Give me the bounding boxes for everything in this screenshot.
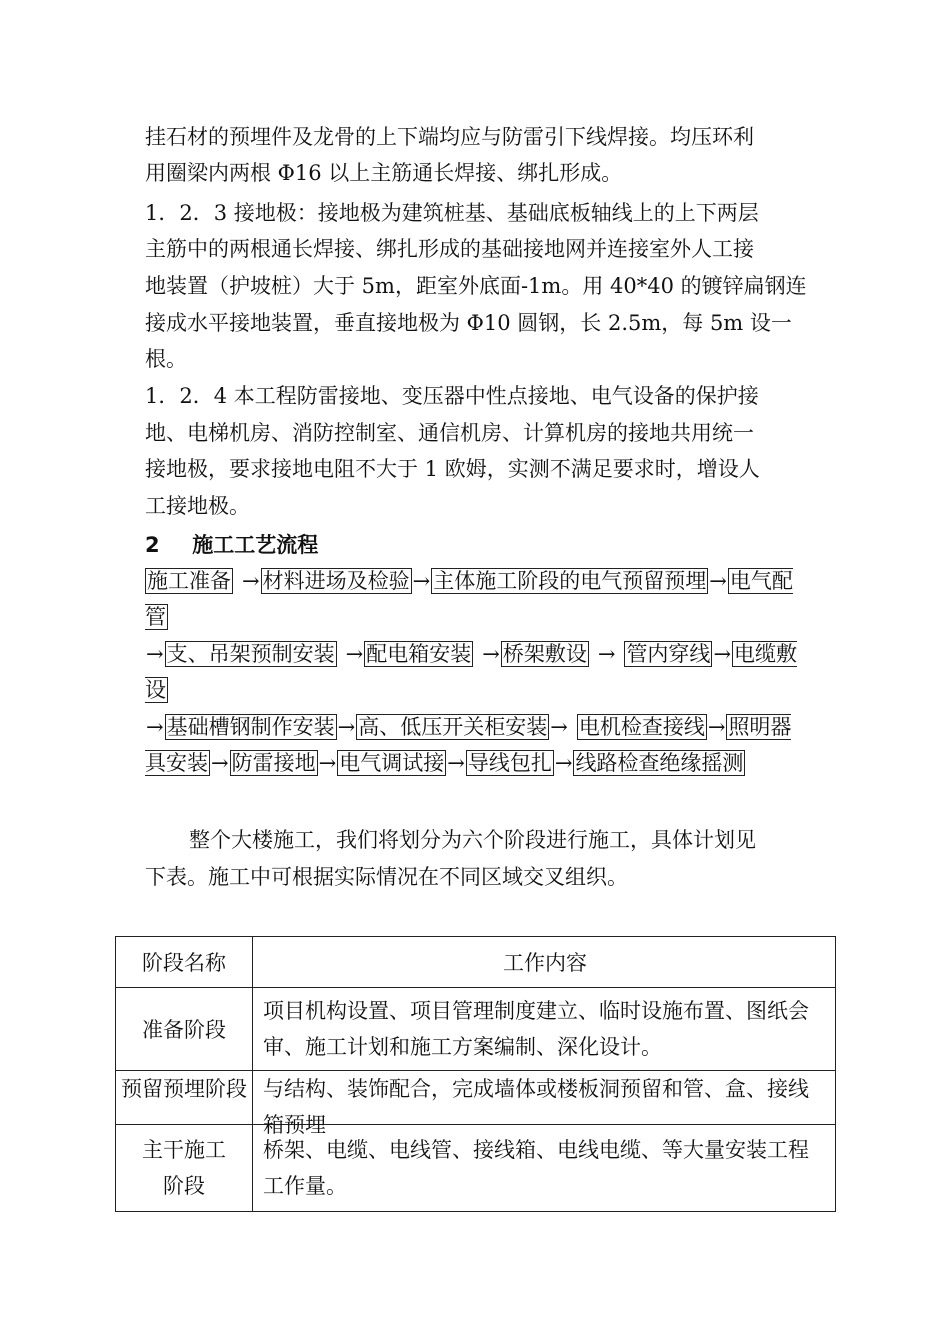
paragraph-line: 1．2．4 本工程防雷接地、变压器中性点接地、电气设备的保护接 xyxy=(145,384,759,408)
section-title: 施工工艺流程 xyxy=(192,533,319,557)
arrow-icon: → xyxy=(146,642,164,666)
paragraph-line: 用圈梁内两根 Φ16 以上主筋通长焊接、绑扎形成。 xyxy=(145,161,623,185)
flow-step: 管内穿线 xyxy=(626,642,711,666)
flow-step: 材料进场及检验 xyxy=(262,569,410,593)
arrow-icon: → xyxy=(709,569,727,593)
stage-table xyxy=(115,936,836,1212)
flow-step: 主体施工阶段的电气预留预埋 xyxy=(433,569,707,593)
flow-step: 施工准备 xyxy=(147,569,231,593)
arrow-icon: → xyxy=(447,751,465,775)
flow-step: 支、吊架预制安装 xyxy=(166,642,335,666)
arrow-icon: → xyxy=(482,642,500,666)
arrow-icon: → xyxy=(318,751,337,775)
stage-cell xyxy=(116,1125,253,1212)
flow-step: 电气调试接 xyxy=(339,751,445,775)
arrow-icon: → xyxy=(707,715,726,739)
content-cell xyxy=(253,1071,836,1137)
paragraph-line: 地、电梯机房、消防控制室、通信机房、计算机房的接地共用统一 xyxy=(145,421,754,445)
paragraph-line: 挂石材的预埋件及龙骨的上下端均应与防雷引下线焊接。均压环利 xyxy=(145,125,754,149)
table-row xyxy=(116,1071,836,1125)
flow-step: 电气配管 xyxy=(145,569,793,629)
arrow-icon: → xyxy=(597,642,616,666)
paragraph-line: 下表。施工中可根据实际情况在不同区域交叉组织。 xyxy=(145,865,628,889)
flow-step: 配电箱安装 xyxy=(366,642,472,666)
content-text: 项目机构设置、项目管理制度建立、临时设施布置、图纸会审、施工计划和施工方案编制、深化设计。 xyxy=(263,999,809,1059)
arrow-icon: → xyxy=(337,715,356,739)
arrow-icon: → xyxy=(146,715,164,739)
flow-step: 线路检查绝缘摇测 xyxy=(575,751,744,775)
flow-step: 电机检查接线 xyxy=(578,715,705,739)
process-flow-row xyxy=(145,709,809,781)
arrow-icon: → xyxy=(211,751,229,775)
paragraph-line: 地装置（护坡桩）大于 5m，距室外底面-1m。用 40*40 的镀锌扁钢连 xyxy=(145,274,807,298)
flow-step: 高、低压开关柜安装 xyxy=(358,715,548,739)
paragraph-line: 接成水平接地装置，垂直接地极为 Φ10 圆钢，长 2.5m，每 5m 设一 xyxy=(145,311,792,335)
paragraph-line: 工接地极。 xyxy=(145,494,250,518)
content-cell xyxy=(253,1125,836,1212)
section-heading xyxy=(145,527,318,563)
paragraph-line: 主筋中的两根通长焊接、绑扎形成的基础接地网并连接室外人工接 xyxy=(145,237,754,261)
header-content: 工作内容 xyxy=(253,937,836,988)
flow-step: 导线包扎 xyxy=(467,751,552,775)
arrow-icon: → xyxy=(412,569,431,593)
paragraph-line: 根。 xyxy=(145,347,187,371)
stage-text: 预留预埋阶段 xyxy=(121,1077,247,1101)
arrow-icon: → xyxy=(713,642,732,666)
table-header-row xyxy=(116,937,836,988)
paragraph-line: 1．2．3 接地极：接地极为建筑桩基、基础底板轴线上的上下两层 xyxy=(145,201,759,225)
stage-cell xyxy=(116,1071,253,1125)
arrow-icon: → xyxy=(550,715,568,739)
stage-text: 主干施工阶段 xyxy=(142,1138,226,1198)
arrow-icon: → xyxy=(345,642,364,666)
section-number: 2 xyxy=(145,533,160,557)
stage-cell: 准备阶段 xyxy=(116,988,253,1071)
content-cell xyxy=(253,988,836,1071)
paragraph-line: 接地极，要求接地电阻不大于 1 欧姆，实测不满足要求时，增设人 xyxy=(145,457,760,481)
flow-step: 照明器具安装 xyxy=(145,715,792,775)
header-stage: 阶段名称 xyxy=(116,937,253,988)
arrow-icon: → xyxy=(242,569,260,593)
flow-step: 电缆敷设 xyxy=(145,642,798,702)
flow-step: 桥架敷设 xyxy=(502,642,587,666)
process-flow-row xyxy=(145,563,809,635)
flow-step: 基础槽钢制作安装 xyxy=(166,715,335,739)
flow-step: 防雷接地 xyxy=(231,751,316,775)
table-row xyxy=(116,988,836,1071)
paragraph-line: 整个大楼施工，我们将划分为六个阶段进行施工，具体计划见 xyxy=(189,828,756,852)
arrow-icon: → xyxy=(554,751,573,775)
process-flow-row xyxy=(145,636,809,708)
table-row xyxy=(116,1125,836,1212)
content-text: 与结构、装饰配合，完成墙体或楼板洞预留和管、盒、接线箱预埋 xyxy=(263,1077,809,1137)
content-text: 桥架、电缆、电线管、接线箱、电线电缆、等大量安装工程工作量。 xyxy=(263,1138,809,1198)
